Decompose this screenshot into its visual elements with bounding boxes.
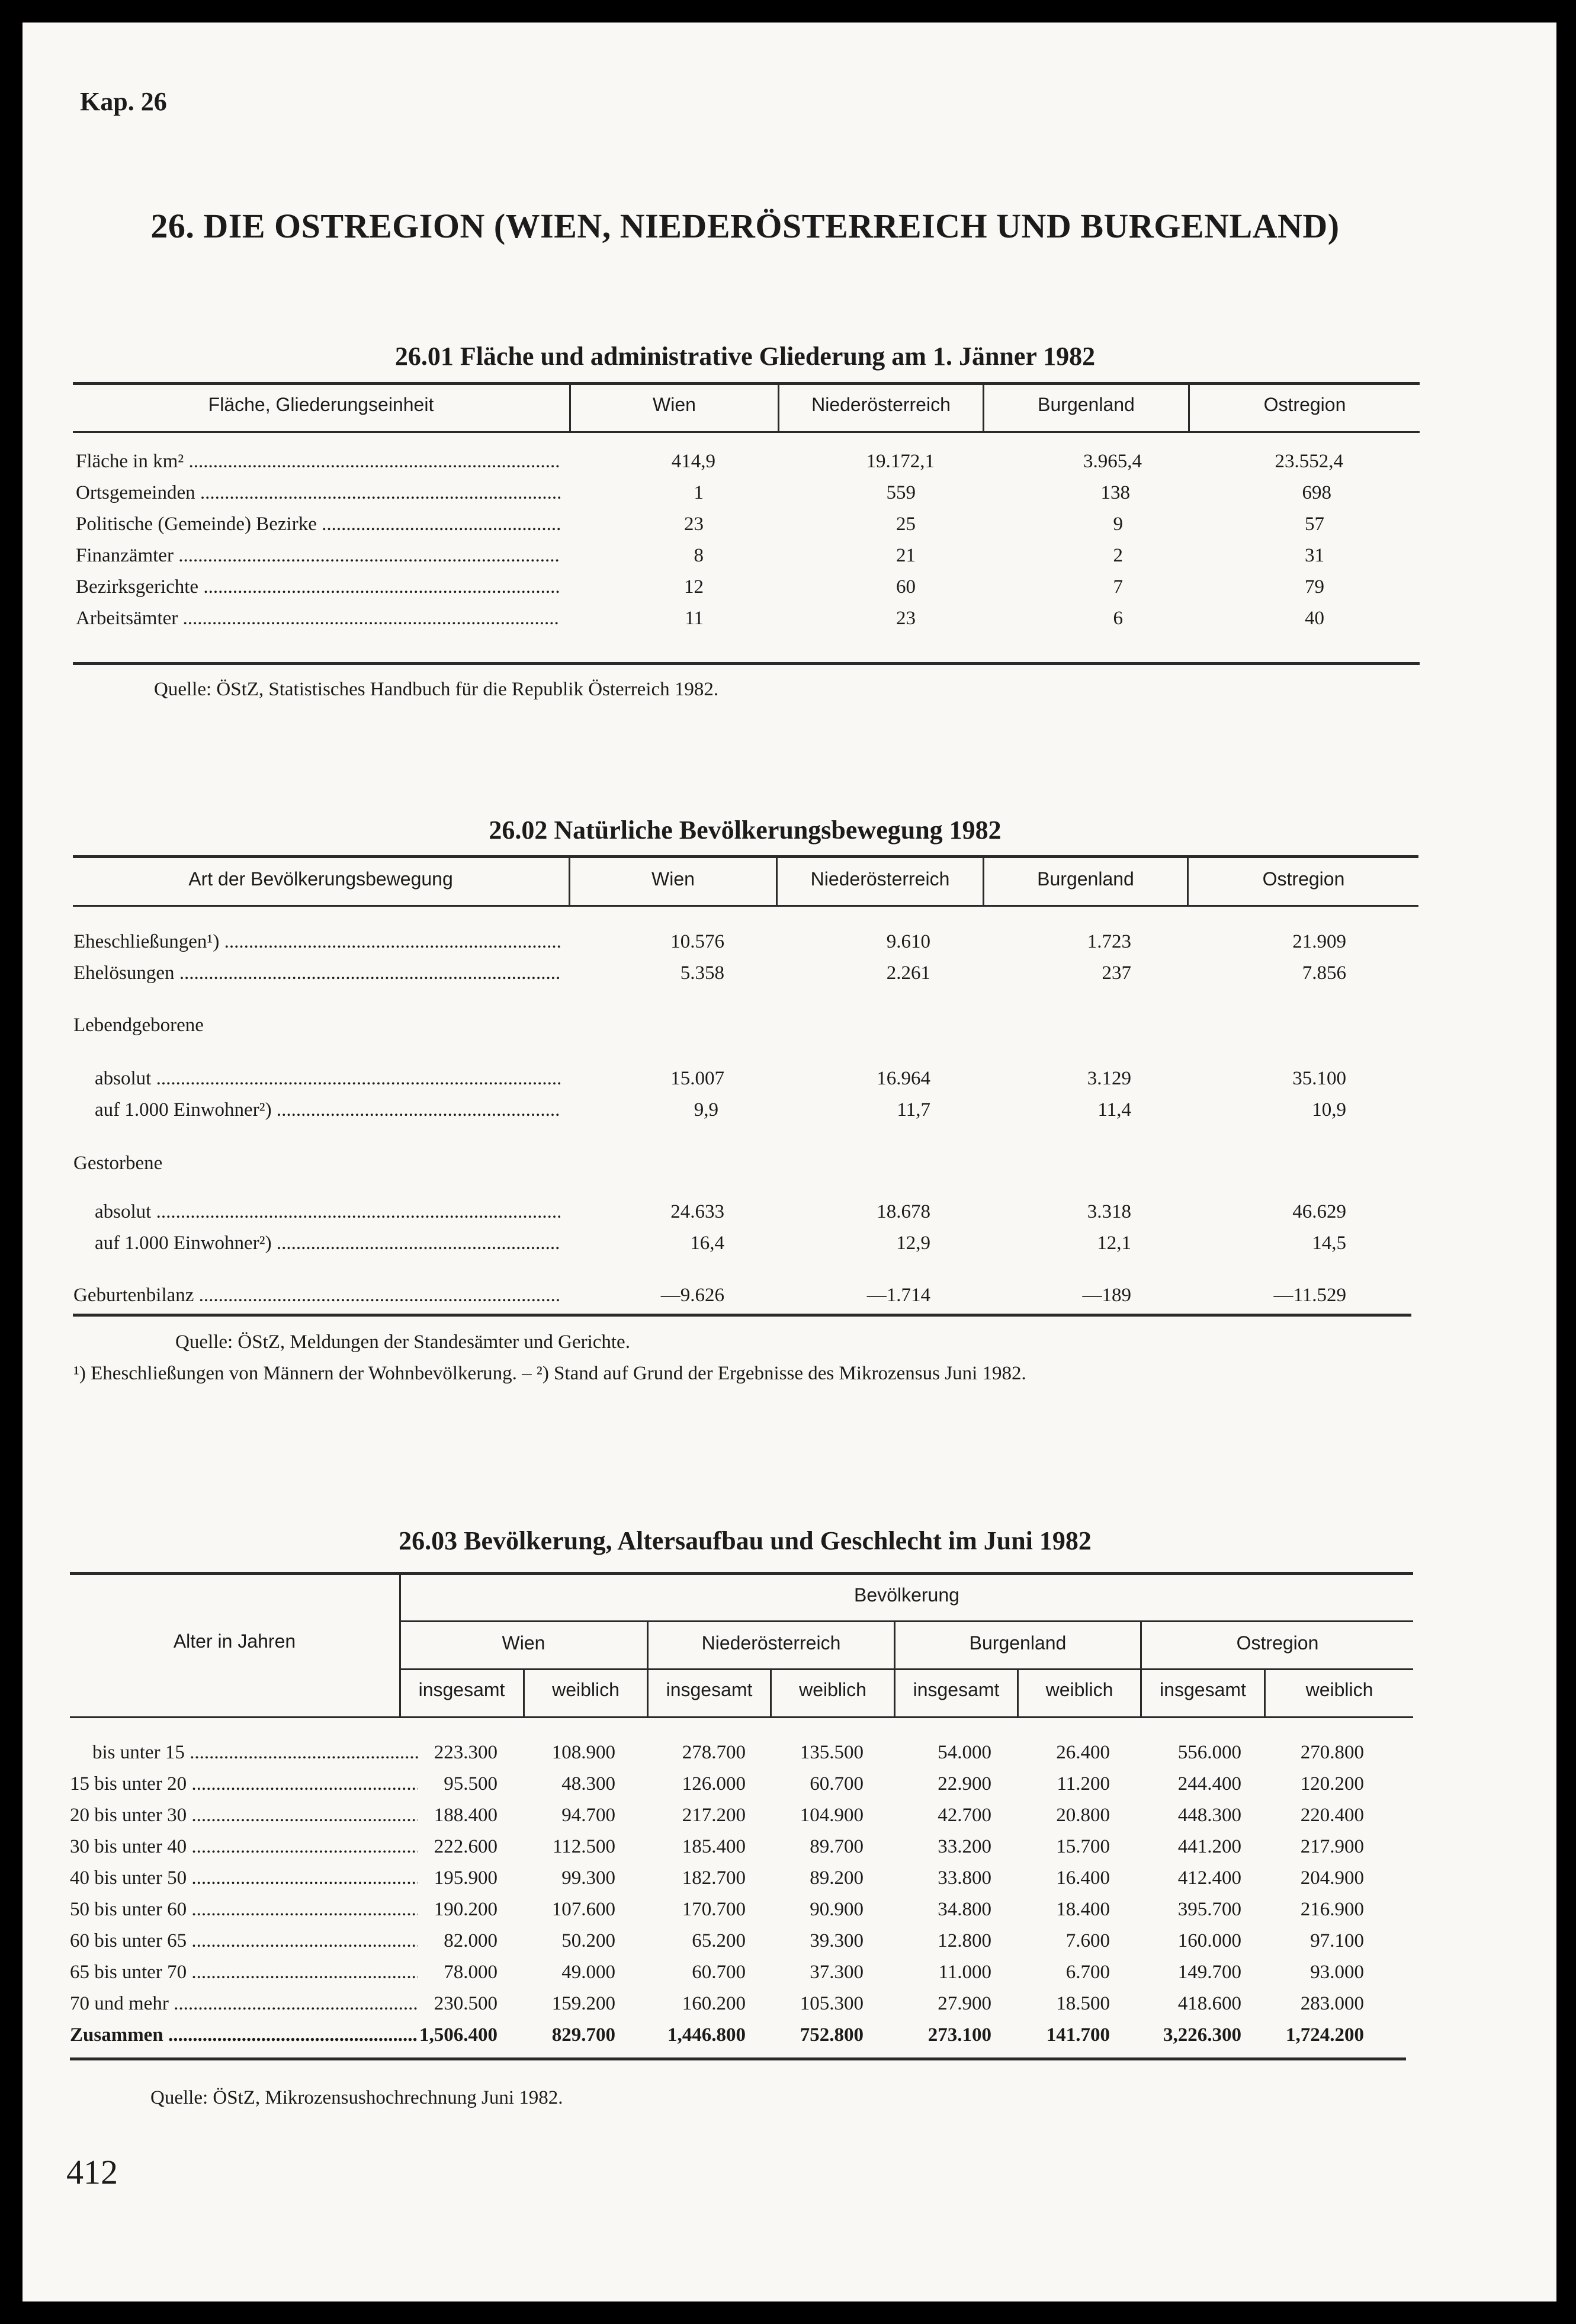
- table3-subheader: insgesamt: [666, 1679, 753, 1700]
- table3-subheader: insgesamt: [913, 1679, 1000, 1700]
- table2-header-rule: [73, 905, 1418, 907]
- table3-subheader: weiblich: [1305, 1679, 1373, 1700]
- table2-top-rule: [73, 855, 1418, 858]
- table3-subheader: insgesamt: [418, 1679, 505, 1700]
- table1-header-rule: [73, 431, 1420, 433]
- table1-col-header: Fläche, Gliederungseinheit: [208, 394, 434, 415]
- table1-col-header: Burgenland: [1038, 394, 1135, 415]
- table2-group-label: Gestorbene: [73, 1153, 163, 1174]
- table2-col-header: Art der Bevölkerungsbewegung: [188, 868, 453, 890]
- chapter-label: Kap. 26: [80, 87, 167, 116]
- table1-bottom-rule: [73, 662, 1420, 665]
- table1-top-rule: [73, 382, 1420, 385]
- table3-region-header: Niederösterreich: [701, 1632, 841, 1654]
- table3-top-rule: [70, 1572, 1413, 1575]
- table2-footnote: ¹) Eheschließungen von Männern der Wohnbevölkerung. – ²) Stand auf Grund der Ergebnisse des Mikrozensus Juni 1982.: [73, 1363, 1026, 1384]
- table3-subheader: weiblich: [552, 1679, 620, 1700]
- table3-region-header: Wien: [502, 1632, 545, 1654]
- table2-source: Quelle: ÖStZ, Meldungen der Standesämter und Gerichte.: [175, 1331, 630, 1353]
- table3-source: Quelle: ÖStZ, Mikrozensushochrechnung Juni 1982.: [150, 2087, 563, 2108]
- table3-header-rule: [70, 1716, 1413, 1718]
- document-page: Kap. 26 26. DIE OSTREGION (WIEN, NIEDERÖSTERREICH UND BURGENLAND) 26.01 Fläche und administrative Gliederung am 1. Jänner 1982 Fläche, Gliederungseinheit Wien Niederösterreich Burgenland Ostregion Fläche in km² ..... 414,9 19.172,1 3.965,4 23.552,4 Ortsgemeinden ..... 1 559 138 698 Politische (Gemeinde) Bezirke ..... 23 25 9 57 Finanzämter ..... 8 21 2 31 Bezirksgerichte ..... 12 60 7 79 Arbeitsämter ..... 11 23 6 40 Quelle: ÖStZ, Statistisches Handbuch für die Republik Österreich 1982. 26.02 Natürliche Bevölkerungsbewegung 1982 Art der Bevölkerungsbewegung Wien Niederösterreich Burgenland Ostregion Eheschließungen¹) ..... 10.576 9.610 1.723 21.909 Ehelösungen ..... 5.358 2.261 237 7.856 Lebendgeborene absolut ..... 15.007 16.964 3.129 35.100 auf 1.000 Einwohner²) ..... 9,9 11,7 11,4 10,9 Gestorbene absolut ..... 24.633 18.678 3.318 46.629 auf 1.000 Einwohner²) ..... 16,4 12,9 12,1 14,5 Geburtenbilanz ..... —9.626 —1.714 —189 —11.529 Quelle: ÖStZ, Meldungen der Standesämter und Gerichte. ¹) Eheschließungen von Männern der Wohnbevölkerung. – ²) Stand auf Grund der Ergebnisse des Mikrozensus Juni 1982. 26.03 Bevölkerung, Altersaufbau und Geschlecht im Juni 1982 Alter in Jahren Bevölkerung Wien Niederösterreich Burgenland Ostregion insgesamt weiblich insgesamt weiblich insgesamt weiblich insgesamt weiblich bis unter 15 ..... 223.300 108.900 278.700 135.500 54.000 26.400 556.000 270.800 15 bis unter 20 ..... 95.500 48.300 126.000 60.700 22.900 11.200 244.400 120.200 20 bis unter 30 ..... 188.400 94.700 217.200 104.900 42.700 20.800 448.300 220.400 30 bis unter 40 ..... 222.600 112.500 185.400 89.700 33.200 15.700 441.200 217.900 40 bis unter 50 ..... 195.900 99.300 182.700 89.200 33.800 16.400 412.400 204.900 50 bis unter 60 ..... 190.200 107.600 170.700 90.900 34.800 18.400 395.700 216.900 60 bis unter 65 ..... 82.000 50.200 65.200 39.300 12.800 7.600 160.000 97.100 65 bis unter 70 ..... 78.000 49.000 60.700 37.300 11.000 6.700 149.700 93.000 70 und mehr ..... 230.500 159.200 160.200 105.300 27.900 18.500 418.600 283.000 Zusammen ..... 1,506.400 829.700 1,446.800 752.800 273.100 141.700 3,226.300 1,724.200 Quelle: ÖStZ, Mikrozensushochrechnung Juni 1982. 412: [23, 23, 1556, 2301]
- table2-col-header: Burgenland: [1037, 868, 1134, 890]
- table3-subheader: insgesamt: [1160, 1679, 1246, 1700]
- table1-source: Quelle: ÖStZ, Statistisches Handbuch für die Republik Österreich 1982.: [154, 679, 719, 700]
- table3-region-header: Ostregion: [1236, 1632, 1319, 1654]
- table3-group-header: Bevölkerung: [854, 1584, 959, 1606]
- table2-bottom-rule: [73, 1314, 1411, 1317]
- table2-col-header: Niederösterreich: [810, 868, 950, 890]
- table3-subheader: weiblich: [799, 1679, 866, 1700]
- table2-group-label: Lebendgeborene: [73, 1015, 204, 1036]
- table1-col-header: Wien: [653, 394, 696, 415]
- page-title: 26. DIE OSTREGION (WIEN, NIEDERÖSTERREICH UND BURGENLAND): [150, 207, 1340, 245]
- table3-bottom-rule: [70, 2057, 1406, 2060]
- table1-col-header: Ostregion: [1263, 394, 1346, 415]
- table2-col-header: Ostregion: [1262, 868, 1345, 890]
- page-number: 412: [66, 2153, 118, 2191]
- table1-title: 26.01 Fläche und administrative Gliederung am 1. Jänner 1982: [394, 342, 1096, 371]
- table1-col-header: Niederösterreich: [811, 394, 951, 415]
- table3-region-header: Burgenland: [969, 1632, 1067, 1654]
- table2-col-header: Wien: [651, 868, 695, 890]
- table3-subheader: weiblich: [1045, 1679, 1113, 1700]
- table3-row-header: Alter in Jahren: [173, 1630, 296, 1652]
- table3-title: 26.03 Bevölkerung, Altersaufbau und Geschlecht im Juni 1982: [399, 1526, 1092, 1555]
- table2-title: 26.02 Natürliche Bevölkerungsbewegung 1982: [489, 816, 1002, 845]
